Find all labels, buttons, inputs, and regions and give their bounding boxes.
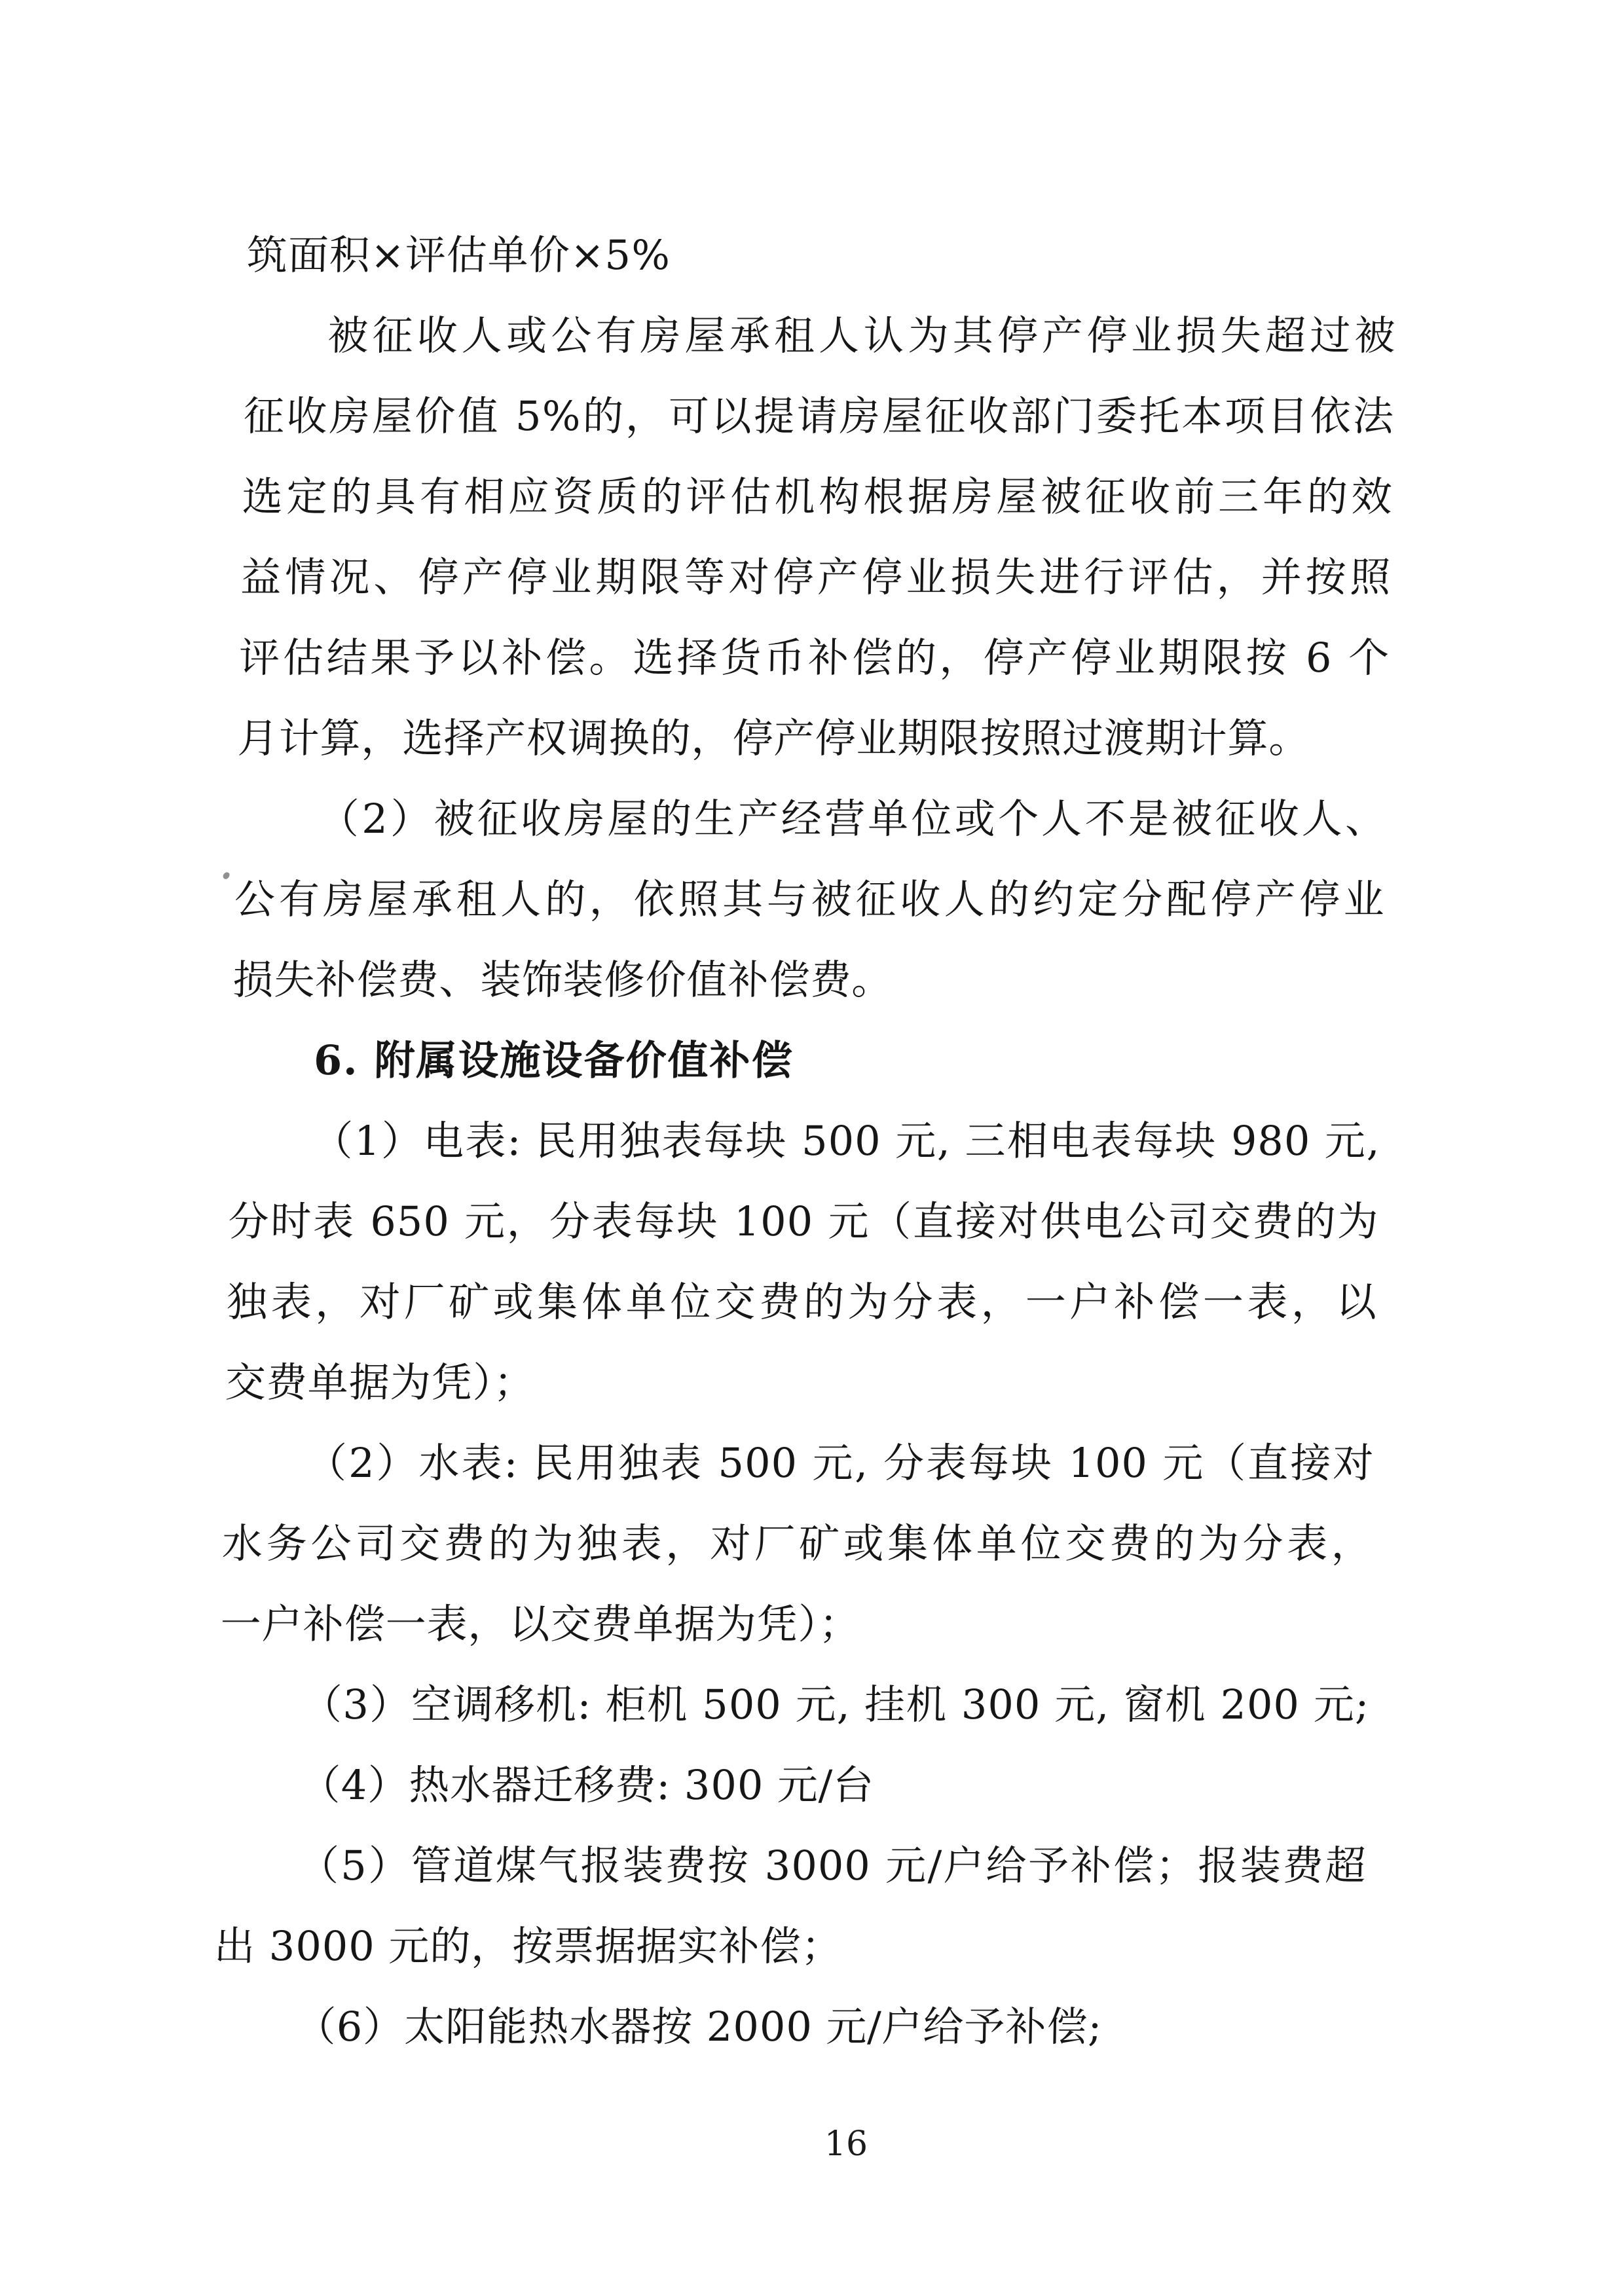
text-line: 征收房屋价值 5%的，可以提请房屋征收部门委托本项目依法 (243, 392, 1395, 440)
text-line: 公有房屋承租人的，依照其与被征收人的约定分配停产停业 (234, 875, 1386, 923)
text-line: 交费单据为凭）； (225, 1358, 536, 1406)
text-line: （6）太阳能热水器按 2000 元/户给予补偿; (295, 2003, 1103, 2050)
section-heading: 6. 附属设施设备价值补偿 (313, 1036, 794, 1084)
text-line: 一户补偿一表，以交费单据为凭）； (219, 1600, 861, 1648)
text-line: 筑面积×评估单价×5% (246, 231, 671, 279)
text-line: 分时表 650 元，分表每块 100 元（直接对供电公司交费的为 (227, 1197, 1380, 1245)
text-line: 月计算，选择产权调换的，停产停业期限按照过渡期计算。 (236, 714, 1311, 762)
text-line: 评估结果予以补偿。选择货币补偿的，停产停业期限按 6 个 (238, 634, 1390, 682)
text-line: （1）电表: 民用独表每块 500 元, 三相电表每块 980 元, (312, 1117, 1381, 1165)
text-line: （4）热水器迁移费: 300 元/台 (299, 1761, 875, 1809)
text-line: （5）管道煤气报装费按 3000 元/户给予补偿；报装费超 (297, 1842, 1367, 1889)
text-line: 益情况、停产停业期限等对停产停业损失进行评估，并按照 (240, 553, 1392, 601)
document-body (212, 215, 1398, 2067)
text-line: 水务公司交费的为独表，对厂矿或集体单位交费的为分表， (221, 1520, 1373, 1567)
text-line: 被征收人或公有房屋承租人认为其停产停业损失超过被 (327, 312, 1397, 359)
text-line: 损失补偿费、装饰装修价值补偿费。 (232, 956, 894, 1004)
text-line: （2）水表: 民用独表 500 元, 分表每块 100 元（直接对 (305, 1439, 1375, 1487)
text-line: （3）空调移机: 柜机 500 元, 挂机 300 元, 窗机 200 元; (301, 1681, 1371, 1728)
text-line: 选定的具有相应资质的评估机构根据房屋被征收前三年的效 (242, 473, 1393, 520)
text-line: 出 3000 元的，按票据据实补偿； (213, 1922, 843, 1970)
text-line: 独表，对厂矿或集体单位交费的为分表，一户补偿一表，以 (226, 1278, 1378, 1326)
page-number: 16 (824, 2124, 868, 2164)
scan-artifact (222, 871, 231, 881)
text-line: （2）被征收房屋的生产经营单位或个人不是被征收人、 (318, 795, 1387, 843)
